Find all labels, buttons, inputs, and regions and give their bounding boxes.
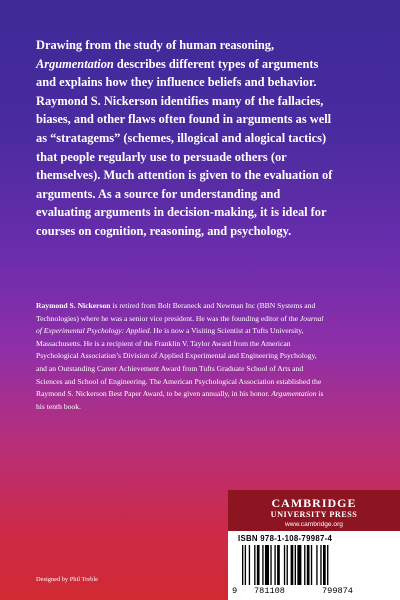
designer-credit: Designed by Phil Treble — [36, 576, 98, 583]
publisher-url: www.cambridge.org — [285, 521, 343, 528]
publisher-name: CAMBRIDGE — [271, 496, 357, 510]
bio-text-part3: is his tenth book. — [36, 389, 324, 411]
barcode-icon — [242, 545, 384, 585]
blurb-paragraph — [36, 36, 336, 241]
blurb-text-part2: describes different types of arguments and explains how they influence beliefs and behavior. Raymond S. Nickerson identifies many of the fallacies, biases, and other flaws often found in arguments as well as “stratagems” (schemes, illogical and alogical tactics) that people regularly use to persuade others (or themselves). Much attention is given to the evaluation of arguments. As a source for understanding and evaluating arguments in decision-making, it is ideal for courses on cognition, reasoning, and psychology. — [36, 56, 333, 238]
isbn-barcode-box — [228, 530, 400, 600]
blurb-book-title: Argumentation — [36, 56, 114, 71]
isbn-digit-group-1: 781108 — [254, 586, 285, 596]
bio-journal-title: Journal of Experimental Psychology: Applied — [36, 313, 324, 336]
isbn-label: ISBN 978-1-108-79987-4 — [238, 534, 333, 543]
bio-text-part2: . He is now a Visiting Scientist at Tufts University, Massachusetts. He is a recipient of the Franklin V. Taylor Award from the American Psychological Association’s Division of Applied Experimental and Engineering Psychology, and an Outstanding Career Achievement Award from Tufts Graduate School of Arts and Sciences and School of Engineering. The American Psychological Association established the Raymond S. Nickerson Best Paper Award, to be given annually, in his honor. — [36, 326, 322, 399]
publisher-subtitle: UNIVERSITY PRESS — [270, 510, 358, 519]
isbn-digit-prefix: 9 — [232, 586, 238, 596]
bio-book-title: Argumentation — [271, 389, 317, 399]
author-name: Raymond S. Nickerson — [36, 301, 111, 310]
blurb-text-part1: Drawing from the study of human reasoning, — [36, 38, 275, 52]
author-bio — [36, 300, 328, 413]
isbn-digit-group-2: 799874 — [322, 586, 353, 596]
bio-text-part1: is retired from Bolt Beraneck and Newman Inc (BBN Systems and Technologies) where he was a senior vice president. He was the founding editor of the — [36, 301, 316, 323]
